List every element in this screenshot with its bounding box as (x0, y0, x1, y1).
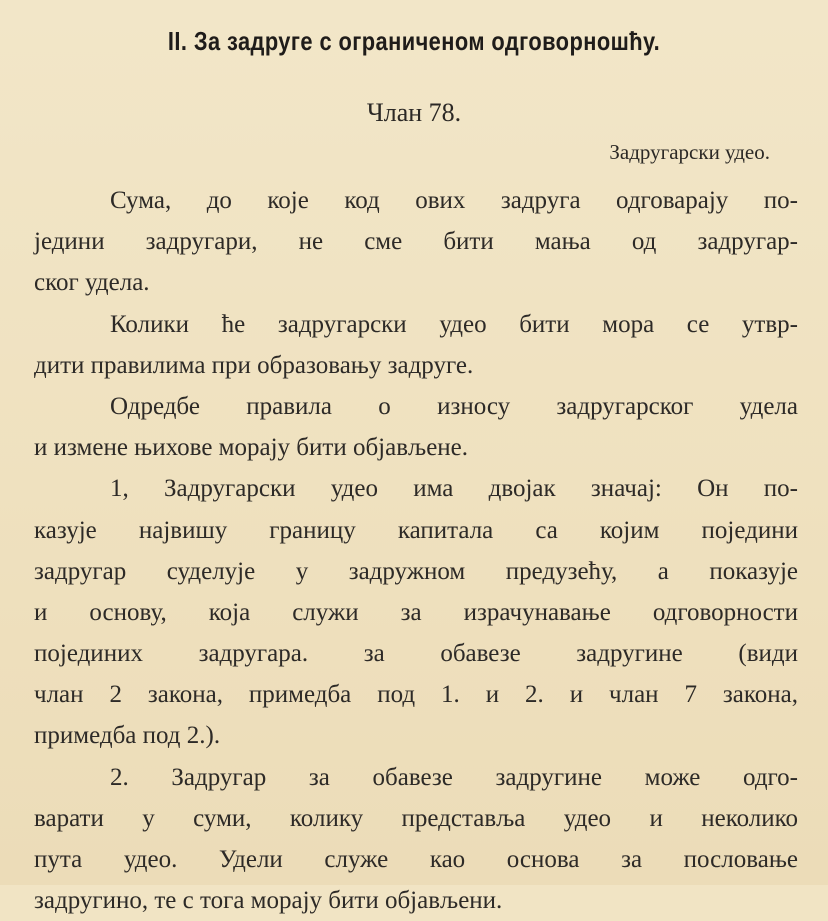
article-number: Члан 78. (366, 98, 462, 127)
text-line: појединих задругара. за обавезе задругине (види (34, 640, 798, 668)
text-line: ског удела. (34, 269, 150, 297)
article-body (34, 180, 798, 921)
text-line: и основу, која служи за израчунавање одговорности (34, 598, 798, 626)
text-line: 2. Задругар за обавезе задругине може одго- (110, 763, 798, 791)
text-line: варати у суми, колику представља удео и неколико (34, 804, 798, 832)
text-line: Сума, до које код ових задруга одговарају по- (110, 187, 798, 214)
text-line: 1, Задругарски удео има двојак значај: Он по- (110, 475, 798, 503)
text-line: члан 2 закона, примедба под 1. и 2. и члан 7 закона, (34, 681, 798, 709)
article-subtitle: Задругарски удео. (609, 140, 770, 164)
text-line: Колики ће задругарски удео бити мора се утвр- (110, 310, 798, 338)
text-line: задругар суделује у задружном предузећу, а показује (34, 557, 798, 585)
text-line: пута удео. Удели служе као основа за пословање (34, 846, 798, 873)
text-line: Одредбе правила о износу задругарског удела (110, 392, 798, 420)
text-line: задругино, те с тога морају бити објављени. (34, 887, 503, 915)
text-line: примедба под 2.). (34, 722, 221, 750)
section-title: II. За задруге с ограниченом одговорношћу. (167, 26, 661, 56)
text-line: једини задругари, не сме бити мања од задругар- (34, 228, 798, 256)
text-line: и измене њихове морају бити објављене. (34, 434, 469, 462)
text-line: дити правилима при образовању задруге. (34, 351, 474, 379)
text-line: казује највишу границу капитала са којим поједини (34, 516, 798, 544)
